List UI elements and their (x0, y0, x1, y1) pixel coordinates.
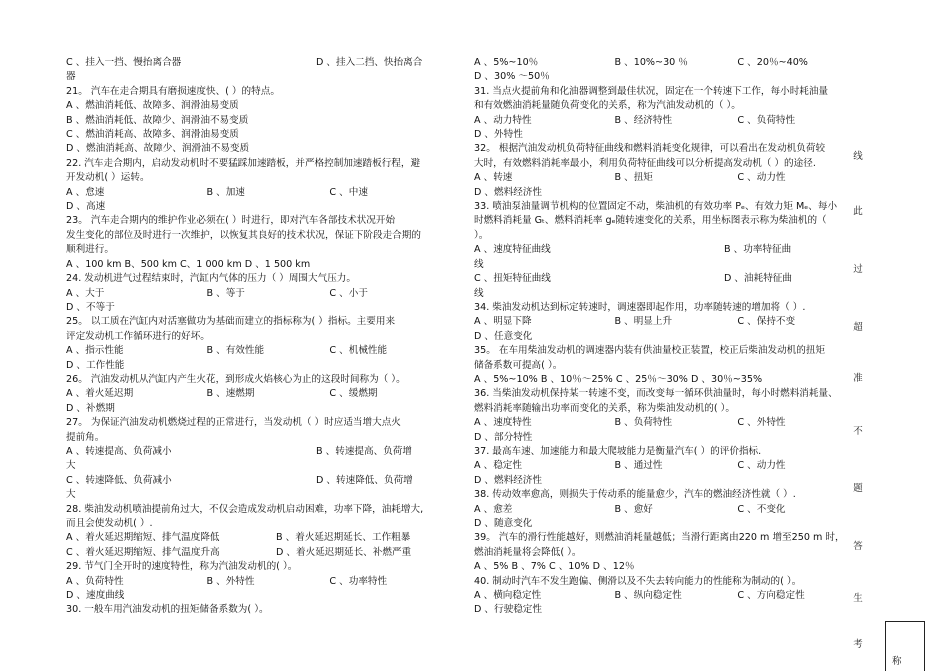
line-text: 36. 当柴油发动机保持某一转速不变，而改变每一循环供油量时，每小时燃料消耗量、 (474, 388, 838, 400)
question-line (66, 373, 426, 387)
line-text: D 、30% ～50％ (474, 71, 550, 83)
line-text: B 、燃油消耗低、故障少、润滑油不易变质 (66, 114, 249, 126)
question-line (66, 387, 426, 401)
question-line (66, 603, 426, 617)
question-line (66, 142, 426, 156)
line-text: A 、5%~10% B 、10％～25% C 、25％～30% D 、30％~35% (474, 373, 763, 385)
question-line (474, 344, 834, 358)
question-line (474, 531, 845, 545)
line-text: 25。 以工质在汽缸内对活塞做功为基础而建立的指标称为( ）指标。主要用来 (66, 316, 396, 328)
question-line (66, 315, 426, 329)
line-text: B 、愈好 (614, 503, 653, 515)
question-line (474, 488, 834, 502)
question-line (474, 373, 834, 387)
line-text: C 、小于 (329, 287, 368, 299)
question-line (66, 503, 426, 517)
line-text: C 、转速降低、负荷减小 (66, 474, 172, 486)
question-line (474, 287, 834, 301)
margin-char: 此 (853, 206, 863, 217)
line-text: A 、速度特征曲线 (474, 244, 551, 256)
line-text: 22. 汽车走合期内，启动发动机时不要猛踩加速踏板，并严格控制加速踏板行程，避 (66, 157, 421, 169)
question-line (66, 589, 426, 603)
line-text: D 、补燃期 (66, 402, 115, 414)
line-text: C 、方向稳定性 (737, 590, 805, 602)
question-line (66, 200, 426, 214)
margin-char: 考 (853, 639, 863, 650)
line-text: C 、燃油消耗高、故障多、润滑油易变质 (66, 129, 239, 141)
question-line (66, 575, 426, 589)
question-line (474, 459, 834, 473)
question-line (66, 546, 426, 560)
line-text: A 、愈差 (474, 503, 513, 515)
line-text: 评定发动机工作循环进行的好坏。 (66, 330, 210, 342)
question-line (474, 445, 834, 459)
line-text: 线 (474, 258, 484, 270)
line-text: A 、燃油消耗低、故障多、润滑油易变质 (66, 100, 239, 112)
question-line (66, 258, 426, 272)
line-text: C 、保持不变 (737, 316, 796, 328)
student-info-label: 称 (892, 656, 902, 667)
line-text: A 、速度特性 (474, 417, 532, 429)
line-text: 器 (66, 71, 76, 83)
line-text: B 、等于 (206, 287, 245, 299)
line-text: B 、通过性 (614, 460, 663, 472)
line-text: 38. 传动效率愈高，则损失于传动系的能量愈少，汽车的燃油经济性就（ ）. (474, 489, 796, 501)
question-line (474, 56, 834, 70)
line-text: B 、扭矩 (614, 172, 653, 184)
line-text: D 、随意变化 (474, 518, 533, 529)
line-text: C 、动力性 (737, 172, 786, 184)
line-text: 27。 为保证汽油发动机燃烧过程的正常进行，当发动机（ ）时应适当增大点火 (66, 417, 401, 429)
line-text: B 、有效性能 (206, 345, 265, 357)
question-line (66, 56, 426, 70)
line-text: 线 (474, 287, 484, 299)
line-text: D 、任意变化 (474, 330, 533, 342)
line-text: C 、缓燃期 (329, 388, 378, 400)
line-text: 时燃料消耗量 Gₜ、燃料消耗率 gₑ随转速变化的关系，用坐标图表示称为柴油机的（ (474, 215, 827, 227)
line-text: A 、5%~10％ (474, 57, 539, 68)
question-line (66, 445, 426, 459)
line-text: D 、油耗特征曲 (724, 273, 792, 285)
line-text: D 、燃料经济性 (474, 474, 542, 486)
question-line (474, 359, 834, 373)
question-line (66, 560, 426, 574)
line-text: D 、工作性能 (66, 359, 125, 371)
line-text: D 、部分特性 (474, 431, 533, 443)
line-text: A 、5% B 、7% C 、10% D 、12％ (474, 561, 635, 573)
margin-char: 答 (853, 541, 863, 552)
line-text: A 、指示性能 (66, 345, 124, 357)
question-line (66, 70, 426, 84)
line-text: ）。 (474, 229, 489, 241)
right-column (474, 56, 845, 618)
margin-char: 超 (853, 322, 863, 333)
question-line (474, 474, 834, 488)
margin-char: 准 (853, 373, 863, 384)
line-text: D 、行驶稳定性 (474, 604, 542, 616)
line-text: C 、机械性能 (329, 345, 388, 357)
line-text: A 、转速 (474, 172, 513, 184)
question-line (474, 402, 834, 416)
margin-char: 题 (853, 483, 863, 494)
line-text: D 、着火延迟期延长、补燃严重 (276, 546, 412, 558)
line-text: A 、着火延迟期 (66, 388, 134, 400)
line-text: C 、着火延迟期缩短、排气温度升高 (66, 546, 220, 558)
question-line (66, 402, 426, 416)
line-text: A 、大于 (66, 287, 105, 299)
line-text: 顺利进行。 (66, 244, 114, 256)
line-text: A 、怠速 (66, 186, 105, 198)
line-text: 31. 当点火提前角和化油器调整到最佳状况，固定在一个转速下工作，每小时耗油量 (474, 85, 829, 97)
question-line (474, 214, 834, 228)
question-line (474, 272, 834, 286)
question-line (66, 459, 426, 473)
margin-char: 不 (853, 426, 863, 437)
question-line (474, 546, 834, 560)
line-text: 开发动机( ）运转。 (66, 172, 150, 184)
question-line (474, 85, 834, 99)
line-text: C 、中速 (329, 186, 368, 198)
line-text: 40. 制动时汽车不发生跑偏、侧滑以及不失去转向能力的性能称为制动的( ）。 (474, 575, 802, 587)
question-line (474, 603, 834, 617)
question-line (474, 330, 834, 344)
question-line (66, 517, 426, 531)
line-text: B 、转速提高、负荷增 (316, 445, 412, 457)
line-text: C 、功率特性 (329, 575, 388, 587)
line-text: 35。 在车用柴油发动机的调速器内装有供油量校正装置，校正后柴油发动机的扭矩 (474, 345, 826, 357)
line-text: B 、外特性 (206, 575, 255, 587)
line-text: 26。 汽油发动机从汽缸内产生火花，到形成火焰核心为止的这段时间称为（ ）。 (66, 373, 406, 385)
line-text: C 、外特性 (737, 417, 786, 429)
line-text: 大 (66, 489, 76, 501)
line-text: 24. 发动机进气过程结束时，汽缸内气体的压力（ ）周围大气压力。 (66, 273, 356, 285)
line-text: 34. 柴油发动机达到标定转速时，调速器即起作用，功率随转速的增加将（ ）. (474, 301, 806, 313)
line-text: D 、不等于 (66, 301, 115, 313)
question-line (66, 85, 426, 99)
question-line (66, 344, 426, 358)
margin-char: 过 (853, 264, 863, 275)
line-text: 发生变化的部位及时进行一次维护，以恢复其良好的技术状况，保证下阶段走合期的 (66, 229, 421, 241)
question-line (474, 200, 838, 214)
question-line (474, 315, 834, 329)
question-line (474, 575, 834, 589)
line-text: 储备系数可提高( ）。 (474, 359, 563, 371)
line-text: 33. 喷油泵油量调节机构的位置固定不动，柴油机的有效功率 Pₑ、有效力矩 Mₑ、每小 (474, 201, 838, 213)
question-line (66, 214, 426, 228)
question-line (474, 186, 834, 200)
line-text: C 、挂入一挡、慢抬离合器 (66, 57, 182, 68)
line-text: 21。 汽车在走合期具有磨损速度快、( ）的特点。 (66, 85, 280, 97)
question-line (474, 387, 838, 401)
question-line (66, 229, 426, 243)
question-line (474, 114, 834, 128)
question-line (474, 560, 834, 574)
line-text: C 、20％~40% (737, 57, 808, 68)
line-text: B 、经济特性 (614, 114, 673, 126)
line-text: B 、功率特征曲 (724, 244, 792, 256)
question-line (66, 488, 426, 502)
question-line (66, 359, 426, 373)
question-line (474, 589, 834, 603)
line-text: 39。 汽车的滑行性能越好，则燃油消耗量越低；当滑行距离由220 m 增至250 m 时， (474, 532, 845, 544)
line-text: C 、不变化 (737, 503, 786, 515)
student-info-box (885, 621, 925, 671)
line-text: 提前角。 (66, 431, 105, 443)
line-text: A 、稳定性 (474, 460, 522, 472)
line-text: A 、动力特性 (474, 114, 532, 126)
margin-char: 生 (853, 593, 863, 604)
line-text: B 、负荷特性 (614, 417, 673, 429)
question-line (66, 301, 426, 315)
question-line (474, 128, 834, 142)
question-line (474, 142, 834, 156)
line-text: C 、负荷特性 (737, 114, 796, 126)
line-text: 燃油消耗量将会降低( ）。 (474, 546, 582, 558)
margin-char: 线 (853, 151, 863, 162)
line-text: D 、高速 (66, 201, 106, 213)
question-line (474, 229, 834, 243)
question-line (66, 99, 426, 113)
line-text: A 、明显下降 (474, 316, 532, 328)
question-line (474, 70, 834, 84)
line-text: A 、着火延迟期缩短、排气温度降低 (66, 532, 220, 544)
line-text: B 、速燃期 (206, 388, 255, 400)
line-text: D 、燃料经济性 (474, 186, 542, 198)
question-line (474, 157, 834, 171)
line-text: D 、转速降低、负荷增 (316, 474, 413, 486)
question-line (66, 243, 426, 257)
question-line (474, 301, 834, 315)
line-text: 32。 根据汽油发动机负荷特征曲线和燃料消耗变化规律，可以看出在发动机负荷较 (474, 143, 826, 155)
line-text: 而且会使发动机( ）. (66, 518, 153, 529)
question-line (66, 416, 426, 430)
line-text: 29. 节气门全开时的速度特性，称为汽油发动机的( ）。 (66, 561, 298, 573)
line-text: B 、加速 (206, 186, 245, 198)
question-line (66, 128, 426, 142)
question-line (66, 171, 426, 185)
line-text: 23。 汽车走合期内的维护作业必须在( ）时进行，即对汽车各部技术状况开始 (66, 215, 396, 227)
question-line (66, 431, 426, 445)
question-line (66, 157, 426, 171)
line-text: B 、纵向稳定性 (614, 590, 682, 602)
line-text: 30. 一般车用汽油发动机的扭矩储备系数为( ）。 (66, 604, 269, 616)
left-column (66, 56, 426, 618)
line-text: A 、横向稳定性 (474, 590, 542, 602)
question-line (66, 474, 426, 488)
line-text: B 、10%~30 ％ (614, 57, 688, 68)
question-line (474, 517, 834, 531)
question-line (474, 99, 834, 113)
question-line (66, 114, 426, 128)
line-text: C 、扭矩特征曲线 (474, 273, 551, 285)
line-text: 大 (66, 460, 76, 472)
line-text: 37. 最高车速、加速能力和最大爬坡能力是衡量汽车( ）的评价指标. (474, 445, 762, 457)
question-line (66, 272, 426, 286)
line-text: 大时，有效燃料消耗率最小，利用负荷特征曲线可以分析提高发动机（ ）的途径. (474, 157, 816, 169)
line-text: D 、挂入二挡、快抬离合 (316, 57, 423, 68)
line-text: D 、外特性 (474, 129, 523, 141)
question-line (66, 287, 426, 301)
question-line (474, 243, 834, 257)
line-text: A 、转速提高、负荷减小 (66, 445, 172, 457)
line-text: B 、着火延迟期延长、工作粗暴 (276, 532, 411, 544)
line-text: A 、负荷特性 (66, 575, 124, 587)
line-text: B 、明显上升 (614, 316, 673, 328)
question-line (474, 431, 834, 445)
line-text: D 、速度曲线 (66, 590, 125, 602)
question-line (474, 416, 834, 430)
question-line (66, 186, 426, 200)
question-line (474, 503, 834, 517)
line-text: D 、燃油消耗高、故障少、润滑油不易变质 (66, 143, 250, 155)
question-line (474, 171, 834, 185)
line-text: 28. 柴油发动机喷油提前角过大，不仅会造成发动机启动困难，功率下降，油耗增大, (66, 503, 424, 515)
question-line (66, 531, 426, 545)
line-text: A 、100 km B、500 km C、1 000 km D 、1 500 km (66, 258, 311, 270)
line-text: 和有效燃油消耗量随负荷变化的关系，称为汽油发动机的（ ）。 (474, 100, 741, 112)
line-text: 燃料消耗率随输出功率而变化的关系，称为柴油发动机的( ）。 (474, 402, 736, 414)
question-line (474, 258, 834, 272)
question-line (66, 330, 426, 344)
line-text: C 、动力性 (737, 460, 786, 472)
